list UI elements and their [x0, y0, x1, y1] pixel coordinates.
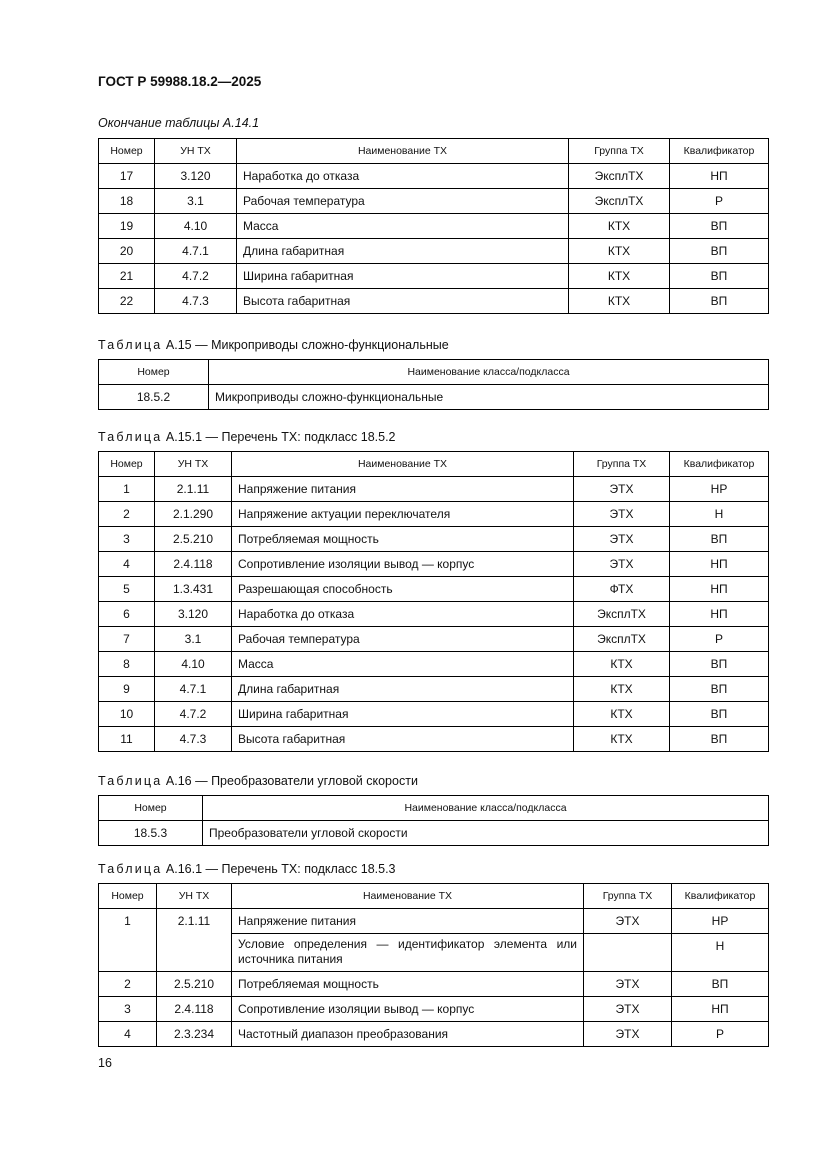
- cell-number: 9: [99, 677, 155, 702]
- cell-group-tx: КТХ: [574, 727, 670, 752]
- cell-qualifier: ВП: [670, 727, 769, 752]
- cell-group-tx: [584, 934, 672, 972]
- document-header: ГОСТ Р 59988.18.2—2025: [98, 74, 262, 89]
- cell-qualifier: ВП: [670, 264, 769, 289]
- table-a14-1: [98, 138, 769, 314]
- cell-group-tx: ЭксплТХ: [574, 627, 670, 652]
- table-row: [99, 997, 769, 1022]
- table-a16: [98, 795, 769, 846]
- cell-name-tx: Ширина габаритная: [232, 702, 574, 727]
- cell-qualifier: НР: [670, 477, 769, 502]
- cell-qualifier: Н: [672, 934, 769, 972]
- table-header-row: [99, 796, 769, 821]
- cell-qualifier: ВП: [670, 239, 769, 264]
- cell-group-tx: КТХ: [569, 289, 670, 314]
- cell-name-tx: Длина габаритная: [237, 239, 569, 264]
- cell-group-tx: ЭксплТХ: [569, 164, 670, 189]
- cell-number: 2: [99, 972, 157, 997]
- cell-number: 4: [99, 552, 155, 577]
- cell-un-tx: 2.4.118: [155, 552, 232, 577]
- cell-qualifier: НП: [670, 577, 769, 602]
- cell-number: 3: [99, 527, 155, 552]
- cell-name-tx: Ширина габаритная: [237, 264, 569, 289]
- column-header-class-name: Наименование класса/подкласса: [203, 796, 769, 821]
- cell-qualifier: ВП: [670, 527, 769, 552]
- cell-un-tx: 3.120: [155, 164, 237, 189]
- cell-qualifier: ВП: [670, 289, 769, 314]
- cell-qualifier: ВП: [670, 702, 769, 727]
- cell-number: 1: [99, 909, 157, 972]
- column-header-group-tx: Группа ТХ: [584, 884, 672, 909]
- table-row: [99, 702, 769, 727]
- table-row: [99, 627, 769, 652]
- table-row: [99, 909, 769, 934]
- cell-name-tx: Напряжение актуации переключателя: [232, 502, 574, 527]
- cell-name-tx: Масса: [237, 214, 569, 239]
- cell-group-tx: КТХ: [569, 239, 670, 264]
- cell-group-tx: КТХ: [574, 702, 670, 727]
- table-a15-1: [98, 451, 769, 752]
- column-header-group-tx: Группа ТХ: [569, 139, 670, 164]
- cell-name-tx: Рабочая температура: [232, 627, 574, 652]
- table-a16-1-caption: [98, 862, 396, 876]
- cell-name-tx: Наработка до отказа: [237, 164, 569, 189]
- column-header-class-name: Наименование класса/подкласса: [209, 360, 769, 385]
- table-a16-caption-text: А.16 — Преобразователи угловой скорости: [165, 774, 418, 788]
- cell-qualifier: Н: [670, 502, 769, 527]
- column-header-group-tx: Группа ТХ: [574, 452, 670, 477]
- cell-qualifier: НП: [670, 164, 769, 189]
- cell-qualifier: ВП: [670, 214, 769, 239]
- cell-qualifier: Р: [670, 627, 769, 652]
- cell-number: 5: [99, 577, 155, 602]
- cell-un-tx: 4.7.2: [155, 702, 232, 727]
- table-a15-caption-text: А.15 — Микроприводы сложно-функциональные: [165, 338, 449, 352]
- cell-number: 11: [99, 727, 155, 752]
- column-header-number: Номер: [99, 452, 155, 477]
- cell-class-name: Микроприводы сложно-функциональные: [209, 385, 769, 410]
- table-a15-caption: [98, 338, 449, 352]
- cell-un-tx: 2.3.234: [157, 1022, 232, 1047]
- cell-number: 17: [99, 164, 155, 189]
- cell-qualifier: Р: [672, 1022, 769, 1047]
- table-row: [99, 577, 769, 602]
- cell-number: 10: [99, 702, 155, 727]
- cell-number: 2: [99, 502, 155, 527]
- page-number: 16: [98, 1056, 112, 1070]
- cell-number: 18.5.3: [99, 821, 203, 846]
- column-header-number: Номер: [99, 796, 203, 821]
- cell-un-tx: 3.1: [155, 189, 237, 214]
- table-row: [99, 727, 769, 752]
- cell-un-tx: 4.7.1: [155, 677, 232, 702]
- cell-group-tx: КТХ: [569, 214, 670, 239]
- cell-name-tx: Наработка до отказа: [232, 602, 574, 627]
- column-header-qualifier: Квалификатор: [670, 139, 769, 164]
- table-row: [99, 477, 769, 502]
- table-row: [99, 652, 769, 677]
- table-a16-1-caption-text: А.16.1 — Перечень ТХ: подкласс 18.5.3: [165, 862, 396, 876]
- cell-un-tx: 4.7.1: [155, 239, 237, 264]
- column-header-number: Номер: [99, 884, 157, 909]
- table-row: [99, 677, 769, 702]
- table-header-row: [99, 360, 769, 385]
- cell-qualifier: НП: [672, 997, 769, 1022]
- column-header-qualifier: Квалификатор: [670, 452, 769, 477]
- cell-number: 4: [99, 1022, 157, 1047]
- cell-qualifier: Р: [670, 189, 769, 214]
- column-header-qualifier: Квалификатор: [672, 884, 769, 909]
- cell-un-tx: 4.10: [155, 652, 232, 677]
- cell-un-tx: 2.1.11: [155, 477, 232, 502]
- cell-number: 19: [99, 214, 155, 239]
- table-row: [99, 527, 769, 552]
- cell-number: 22: [99, 289, 155, 314]
- cell-name-tx: Сопротивление изоляции вывод — корпус: [232, 552, 574, 577]
- cell-group-tx: ЭксплТХ: [574, 602, 670, 627]
- table-row: [99, 189, 769, 214]
- table-header-row: [99, 139, 769, 164]
- cell-group-tx: КТХ: [574, 652, 670, 677]
- cell-group-tx: ЭТХ: [574, 552, 670, 577]
- table-row: [99, 239, 769, 264]
- cell-name-tx: Высота габаритная: [237, 289, 569, 314]
- table-row: [99, 821, 769, 846]
- table-row: [99, 972, 769, 997]
- table-a15-1-caption-prefix: Таблица: [98, 430, 163, 444]
- table-row: [99, 214, 769, 239]
- cell-name-tx: Напряжение питания: [232, 477, 574, 502]
- cell-number: 1: [99, 477, 155, 502]
- table-row: [99, 385, 769, 410]
- cell-number: 20: [99, 239, 155, 264]
- table-header-row: [99, 884, 769, 909]
- column-header-number: Номер: [99, 360, 209, 385]
- cell-name-tx: Сопротивление изоляции вывод — корпус: [232, 997, 584, 1022]
- cell-qualifier: НП: [670, 552, 769, 577]
- cell-class-name: Преобразователи угловой скорости: [203, 821, 769, 846]
- column-header-name-tx: Наименование ТХ: [237, 139, 569, 164]
- cell-group-tx: КТХ: [569, 264, 670, 289]
- cell-name-tx: Частотный диапазон преобразования: [232, 1022, 584, 1047]
- cell-qualifier: ВП: [672, 972, 769, 997]
- table-row: [99, 164, 769, 189]
- cell-group-tx: ЭТХ: [574, 502, 670, 527]
- column-header-number: Номер: [99, 139, 155, 164]
- table-a16-caption: [98, 774, 418, 788]
- table-a15-1-caption-text: А.15.1 — Перечень ТХ: подкласс 18.5.2: [165, 430, 396, 444]
- table-a15: [98, 359, 769, 410]
- cell-un-tx: 2.4.118: [157, 997, 232, 1022]
- cell-group-tx: ЭТХ: [584, 909, 672, 934]
- table-a15-caption-prefix: Таблица: [98, 338, 163, 352]
- cell-number: 18: [99, 189, 155, 214]
- cell-number: 7: [99, 627, 155, 652]
- cell-number: 6: [99, 602, 155, 627]
- column-header-un-tx: УН ТХ: [155, 452, 232, 477]
- table-a16-caption-prefix: Таблица: [98, 774, 163, 788]
- cell-un-tx: 2.1.11: [157, 909, 232, 972]
- cell-qualifier: ВП: [670, 677, 769, 702]
- column-header-un-tx: УН ТХ: [157, 884, 232, 909]
- cell-number: 18.5.2: [99, 385, 209, 410]
- cell-un-tx: 2.5.210: [157, 972, 232, 997]
- cell-name-tx: Потребляемая мощность: [232, 527, 574, 552]
- cell-group-tx: ЭТХ: [574, 527, 670, 552]
- cell-name-tx-condition: Условие определения — идентификатор элемента или источника питания: [232, 934, 584, 972]
- table-a16-1-caption-prefix: Таблица: [98, 862, 163, 876]
- cell-number: 21: [99, 264, 155, 289]
- cell-un-tx: 3.1: [155, 627, 232, 652]
- table-a14-1-caption: Окончание таблицы А.14.1: [98, 116, 260, 130]
- cell-name-tx: Напряжение питания: [232, 909, 584, 934]
- table-a15-1-caption: [98, 430, 396, 444]
- cell-group-tx: ФТХ: [574, 577, 670, 602]
- cell-name-tx: Высота габаритная: [232, 727, 574, 752]
- cell-un-tx: 2.5.210: [155, 527, 232, 552]
- table-row: [99, 502, 769, 527]
- cell-qualifier: ВП: [670, 652, 769, 677]
- column-header-name-tx: Наименование ТХ: [232, 452, 574, 477]
- cell-name-tx: Рабочая температура: [237, 189, 569, 214]
- table-row: [99, 552, 769, 577]
- cell-group-tx: ЭксплТХ: [569, 189, 670, 214]
- table-row: [99, 289, 769, 314]
- cell-name-tx: Масса: [232, 652, 574, 677]
- column-header-un-tx: УН ТХ: [155, 139, 237, 164]
- cell-qualifier: НП: [670, 602, 769, 627]
- cell-name-tx: Длина габаритная: [232, 677, 574, 702]
- cell-un-tx: 3.120: [155, 602, 232, 627]
- cell-number: 3: [99, 997, 157, 1022]
- cell-un-tx: 4.7.3: [155, 289, 237, 314]
- cell-un-tx: 4.10: [155, 214, 237, 239]
- table-row: [99, 602, 769, 627]
- cell-name-tx: Разрешающая способность: [232, 577, 574, 602]
- table-row: [99, 1022, 769, 1047]
- cell-un-tx: 1.3.431: [155, 577, 232, 602]
- cell-group-tx: ЭТХ: [574, 477, 670, 502]
- column-header-name-tx: Наименование ТХ: [232, 884, 584, 909]
- table-a16-1: [98, 883, 769, 1047]
- cell-number: 8: [99, 652, 155, 677]
- cell-name-tx: Потребляемая мощность: [232, 972, 584, 997]
- cell-group-tx: КТХ: [574, 677, 670, 702]
- cell-group-tx: ЭТХ: [584, 972, 672, 997]
- cell-un-tx: 4.7.2: [155, 264, 237, 289]
- cell-un-tx: 2.1.290: [155, 502, 232, 527]
- table-header-row: [99, 452, 769, 477]
- cell-group-tx: ЭТХ: [584, 1022, 672, 1047]
- cell-group-tx: ЭТХ: [584, 997, 672, 1022]
- cell-un-tx: 4.7.3: [155, 727, 232, 752]
- table-row: [99, 264, 769, 289]
- cell-qualifier: НР: [672, 909, 769, 934]
